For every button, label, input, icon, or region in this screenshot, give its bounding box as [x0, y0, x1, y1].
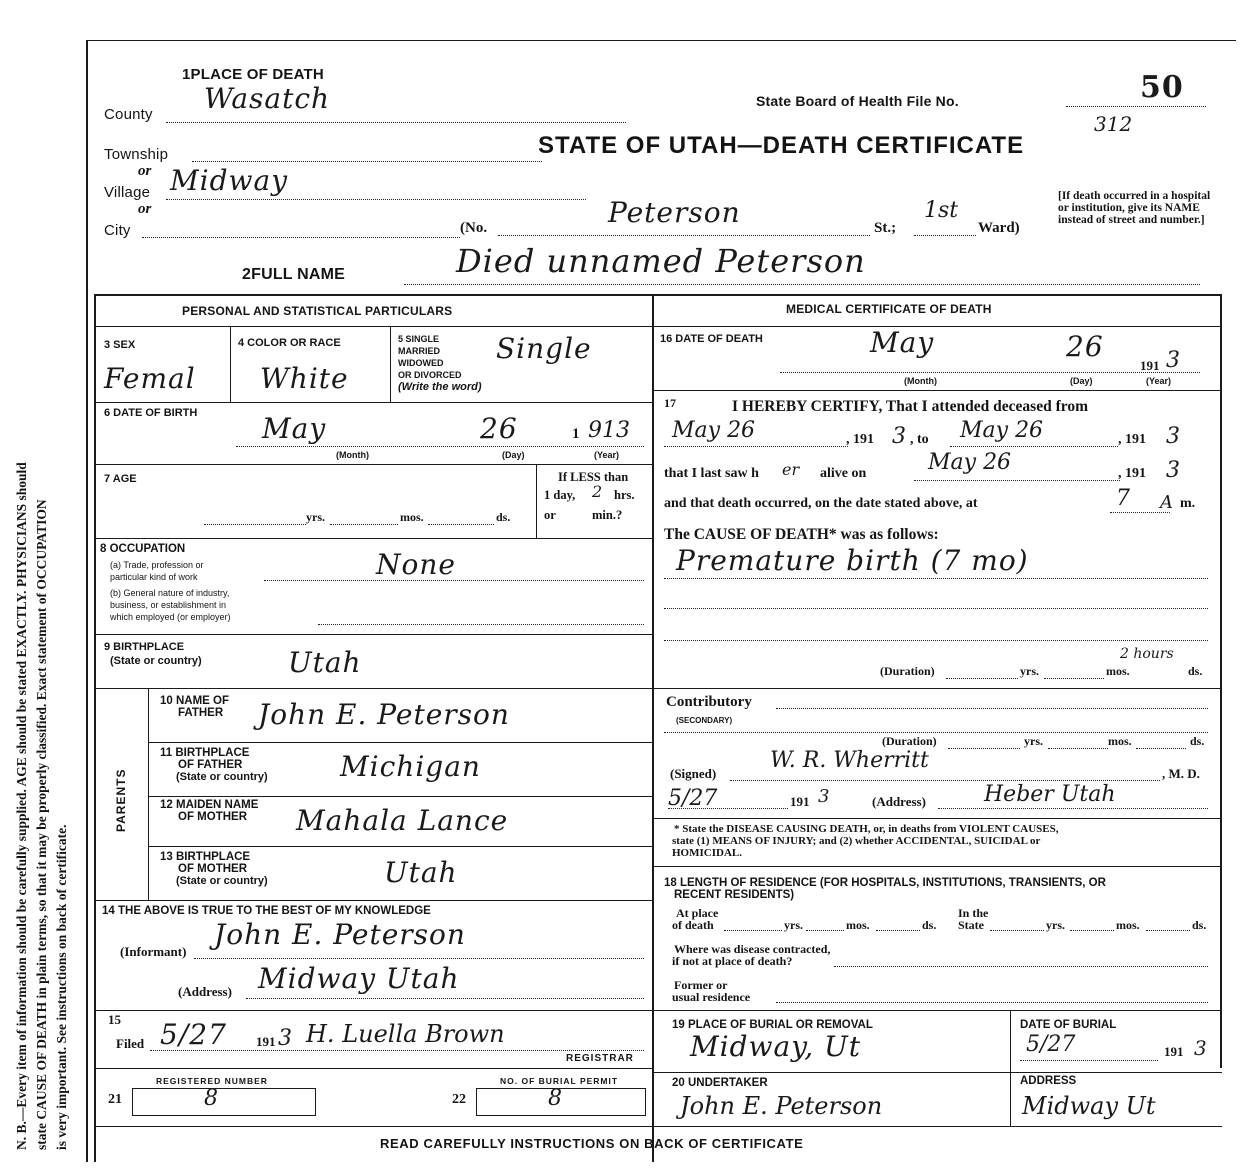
- st-label: St.;: [874, 220, 897, 236]
- full-name-label: 2FULL NAME: [242, 266, 346, 283]
- num-17: 17: [664, 396, 676, 410]
- duration-mos-2: mos.: [1108, 734, 1132, 748]
- less-day-label: 1 day,: [544, 488, 576, 502]
- undertaker-address-value: Midway Ut: [1022, 1092, 1156, 1120]
- street-value: Peterson: [608, 196, 741, 229]
- informant-address-label: (Address): [178, 984, 232, 999]
- footer-instructions: READ CAREFULLY INSTRUCTIONS ON BACK OF CERTIFICATE: [380, 1136, 804, 1151]
- dob-day-caption: (Day): [502, 450, 525, 460]
- county-value: Wasatch: [204, 82, 331, 115]
- duration-yrs-2: yrs.: [1024, 734, 1043, 748]
- signed-label: (Signed): [670, 766, 717, 781]
- res-yrs-2: yrs.: [1046, 918, 1065, 932]
- father-bp-label-3: (State or country): [176, 771, 268, 783]
- dob-month: May: [262, 412, 327, 445]
- marital-label-3: WIDOWED: [398, 358, 444, 368]
- from-date: May 26: [672, 418, 756, 443]
- permit-num: 22: [452, 1092, 466, 1107]
- informant-label: (Informant): [120, 944, 187, 959]
- duration-mos-1: mos.: [1106, 664, 1130, 678]
- father-label-2: FATHER: [178, 707, 224, 719]
- cause-value: Premature birth (7 mo): [676, 544, 1029, 577]
- duration-ds-1: ds.: [1188, 664, 1203, 678]
- filed-year: 3: [278, 1026, 292, 1051]
- from-year: 3: [892, 424, 906, 449]
- contracted-1: Where was disease contracted,: [674, 942, 831, 956]
- cause-note-2: state (1) MEANS OF INJURY; and (2) whether ACCIDENTAL, SUICIDAL or: [672, 835, 1041, 847]
- last-saw-date: May 26: [928, 450, 1012, 475]
- mother-label-2: OF MOTHER: [178, 811, 247, 823]
- dod-label: 16 DATE OF DEATH: [660, 333, 763, 345]
- parents-side-label: PARENTS: [114, 768, 128, 832]
- certificate-title: STATE OF UTAH—DEATH CERTIFICATE: [538, 132, 1025, 159]
- permit-label: NO. OF BURIAL PERMIT: [500, 1076, 619, 1086]
- informant-section-label: 14 THE ABOVE IS TRUE TO THE BEST OF MY KNOWLEDGE: [102, 905, 431, 917]
- father-value: John E. Peterson: [258, 698, 510, 731]
- occupation-value: None: [376, 548, 456, 581]
- occ-b-1: (b) General nature of industry,: [110, 588, 230, 598]
- mother-bp-label-1: 13 BIRTHPLACE: [160, 851, 251, 863]
- medical-section-title: MEDICAL CERTIFICATE OF DEATH: [786, 302, 992, 316]
- reg-no-box: [132, 1088, 316, 1116]
- state-label: State: [958, 918, 984, 932]
- less-hrs-value: 2: [592, 482, 603, 501]
- certify-text: I HEREBY CERTIFY, That I attended deceased from: [732, 398, 1088, 415]
- sig-address-label: (Address): [872, 794, 926, 809]
- birthplace-sub: (State or country): [110, 655, 202, 667]
- former-1: Former or: [674, 978, 728, 992]
- father-bp-label-2: OF FATHER: [178, 759, 243, 771]
- time-a: A: [1160, 492, 1173, 513]
- color-label: 4 COLOR OR RACE: [238, 337, 341, 349]
- cause-note-1: * State the DISEASE CAUSING DEATH, or, in deaths from VIOLENT CAUSES,: [674, 823, 1059, 835]
- informant-address-value: Midway Utah: [258, 962, 460, 995]
- file-no-label: State Board of Health File No.: [756, 93, 959, 109]
- mother-value: Mahala Lance: [296, 804, 509, 837]
- to-year-prefix: , 191: [1118, 432, 1146, 447]
- sig-address-value: Heber Utah: [984, 782, 1116, 807]
- to-label: , to: [910, 432, 929, 447]
- age-label: 7 AGE: [104, 473, 137, 485]
- side-note-line1: N. B.—Every item of information should be carefully supplied. AGE should be stated EXACTLY. PHYSICIANS should: [14, 462, 29, 1150]
- dod-month-caption: (Month): [904, 376, 937, 386]
- reg-num: 21: [108, 1092, 122, 1107]
- duration-value: 2 hours: [1120, 646, 1174, 662]
- contracted-2: if not at place of death?: [672, 954, 793, 968]
- side-note-line2: state CAUSE OF DEATH in plain terms, so that it may be properly classified. Exact statement of OCCUPATION: [34, 499, 49, 1150]
- last-saw-2: alive on: [820, 466, 867, 481]
- registrar-label: REGISTRAR: [566, 1053, 634, 1064]
- occ-b-3: which employed (or employer): [110, 612, 231, 622]
- place-of-death-label: 1PLACE OF DEATH: [182, 66, 324, 83]
- mother-bp-label-2: OF MOTHER: [178, 863, 247, 875]
- county-label: County: [104, 106, 153, 123]
- no-label: (No.: [460, 220, 488, 236]
- last-saw-1: that I last saw h: [664, 466, 759, 481]
- former-2: usual residence: [672, 990, 751, 1004]
- secondary-label: (SECONDARY): [676, 716, 733, 725]
- village-value: Midway: [170, 164, 289, 197]
- filed-date: 5/27: [160, 1018, 227, 1051]
- undertaker-address-label: ADDRESS: [1020, 1075, 1077, 1087]
- city-label: City: [104, 222, 131, 239]
- less-or-label: or: [544, 508, 556, 522]
- undertaker-label: 20 UNDERTAKER: [672, 1077, 768, 1089]
- last-saw-year: 3: [1166, 458, 1180, 483]
- burial-year-prefix: 191: [1164, 1044, 1184, 1059]
- marital-label-5: (Write the word): [398, 381, 482, 393]
- age-yrs: yrs.: [306, 510, 325, 524]
- dob-year-caption: (Year): [594, 450, 620, 460]
- dod-month: May: [870, 326, 935, 359]
- center-divider: [652, 294, 654, 1162]
- signed-year-prefix: 191: [790, 794, 810, 809]
- less-min-label: min.?: [592, 508, 623, 522]
- dod-year: 3: [1166, 348, 1180, 373]
- md-label: , M. D.: [1162, 766, 1200, 781]
- res-mos-2: mos.: [1116, 918, 1140, 932]
- birthplace-value: Utah: [288, 646, 362, 679]
- occ-a-1: (a) Trade, profession or: [110, 560, 204, 570]
- dod-day-caption: (Day): [1070, 376, 1093, 386]
- sex-label: 3 SEX: [104, 339, 136, 351]
- reg-no-label: REGISTERED NUMBER: [156, 1076, 268, 1086]
- file-no-sub: 312: [1094, 112, 1133, 136]
- mother-bp-label-3: (State or country): [176, 875, 268, 887]
- occ-b-2: business, or establishment in: [110, 600, 227, 610]
- residence-label-2: RECENT RESIDENTS): [674, 889, 795, 901]
- in-the-label: In the: [958, 906, 989, 920]
- less-than-label: If LESS than: [558, 470, 629, 484]
- less-hrs-label: hrs.: [614, 488, 635, 502]
- personal-section-title: PERSONAL AND STATISTICAL PARTICULARS: [182, 304, 453, 318]
- marital-value: Single: [496, 332, 592, 365]
- duration-label-1: (Duration): [880, 664, 935, 678]
- last-saw-year-prefix: , 191: [1118, 466, 1146, 481]
- to-year: 3: [1166, 424, 1180, 449]
- physician-signature: W. R. Wherritt: [770, 748, 929, 773]
- burial-date-value: 5/27: [1026, 1032, 1076, 1057]
- res-mos-1: mos.: [846, 918, 870, 932]
- or-label-2: or: [138, 201, 152, 217]
- ward-label: Ward): [978, 220, 1020, 236]
- dob-label: 6 DATE OF BIRTH: [104, 407, 198, 419]
- township-label: Township: [104, 146, 169, 163]
- occ-a-2: particular kind of work: [110, 572, 198, 582]
- dod-day: 26: [1066, 330, 1104, 363]
- undertaker-value: John E. Peterson: [680, 1092, 883, 1120]
- file-no-value: 50: [1140, 70, 1184, 105]
- last-saw-her: er: [782, 460, 800, 479]
- ward-value: 1st: [924, 198, 959, 223]
- marital-label-2: MARRIED: [398, 346, 440, 356]
- time-m: m.: [1180, 496, 1196, 511]
- dod-year-prefix: 191: [1140, 358, 1160, 373]
- mother-birthplace-value: Utah: [384, 856, 458, 889]
- age-mos: mos.: [400, 510, 424, 524]
- dod-year-caption: (Year): [1146, 376, 1172, 386]
- occurred-text: and that death occurred, on the date stated above, at: [664, 496, 978, 511]
- time-value: 7: [1116, 486, 1130, 511]
- village-label: Village: [104, 184, 151, 201]
- father-label-1: 10 NAME OF: [160, 695, 230, 707]
- duration-ds-2: ds.: [1190, 734, 1205, 748]
- mother-label-1: 12 MAIDEN NAME: [160, 799, 259, 811]
- burial-place-label: 19 PLACE OF BURIAL OR REMOVAL: [672, 1019, 873, 1031]
- hospital-note: [If death occurred in a hospital or institution, give its NAME instead of street and number.]: [1058, 190, 1211, 226]
- burial-year: 3: [1194, 1036, 1207, 1060]
- signed-date: 5/27: [668, 786, 718, 811]
- at-place-2: of death: [672, 918, 714, 932]
- burial-place-value: Midway, Ut: [690, 1030, 861, 1063]
- occupation-label: 8 OCCUPATION: [100, 543, 186, 555]
- dob-day: 26: [480, 412, 518, 445]
- registrar-signature: H. Luella Brown: [306, 1020, 505, 1048]
- sex-value: Femal: [104, 362, 196, 395]
- duration-label-2: (Duration): [882, 734, 937, 748]
- permit-value: 8: [548, 1086, 562, 1111]
- form-left-border: [86, 40, 88, 1162]
- informant-value: John E. Peterson: [214, 918, 466, 951]
- res-yrs-1: yrs.: [784, 918, 803, 932]
- from-year-prefix: , 191: [846, 432, 874, 447]
- or-label-1: or: [138, 163, 152, 179]
- form-top-border: [86, 40, 1236, 41]
- contributory-label: Contributory: [666, 694, 752, 710]
- dob-year: 913: [588, 418, 630, 443]
- dob-year-prefix: 1: [572, 426, 580, 442]
- full-name-value: Died unnamed Peterson: [456, 242, 866, 280]
- birthplace-label: 9 BIRTHPLACE: [104, 641, 185, 653]
- res-ds-2: ds.: [1192, 918, 1207, 932]
- burial-date-label: DATE OF BURIAL: [1020, 1019, 1117, 1031]
- to-date: May 26: [960, 418, 1044, 443]
- signed-year: 3: [818, 786, 830, 807]
- father-bp-label-1: 11 BIRTHPLACE: [160, 747, 250, 759]
- age-ds: ds.: [496, 510, 511, 524]
- reg-no-value: 8: [204, 1086, 218, 1111]
- marital-label-4: OR DIVORCED: [398, 370, 462, 380]
- color-value: White: [260, 362, 349, 395]
- father-birthplace-value: Michigan: [340, 750, 481, 783]
- dob-month-caption: (Month): [336, 450, 369, 460]
- side-note-line3: is very important. See instructions on back of certificate.: [54, 824, 69, 1150]
- residence-label-1: 18 LENGTH OF RESIDENCE (FOR HOSPITALS, INSTITUTIONS, TRANSIENTS, OR: [664, 877, 1106, 889]
- filed-year-prefix: 191: [256, 1034, 276, 1049]
- cause-note-3: HOMICIDAL.: [672, 847, 742, 859]
- res-ds-1: ds.: [922, 918, 937, 932]
- filed-num: 15: [108, 1012, 121, 1027]
- filed-label: Filed: [116, 1036, 145, 1051]
- at-place-1: At place: [676, 906, 719, 920]
- duration-yrs-1: yrs.: [1020, 664, 1039, 678]
- marital-label-1: 5 SINGLE: [398, 334, 440, 344]
- cause-label: The CAUSE OF DEATH* was as follows:: [664, 526, 939, 543]
